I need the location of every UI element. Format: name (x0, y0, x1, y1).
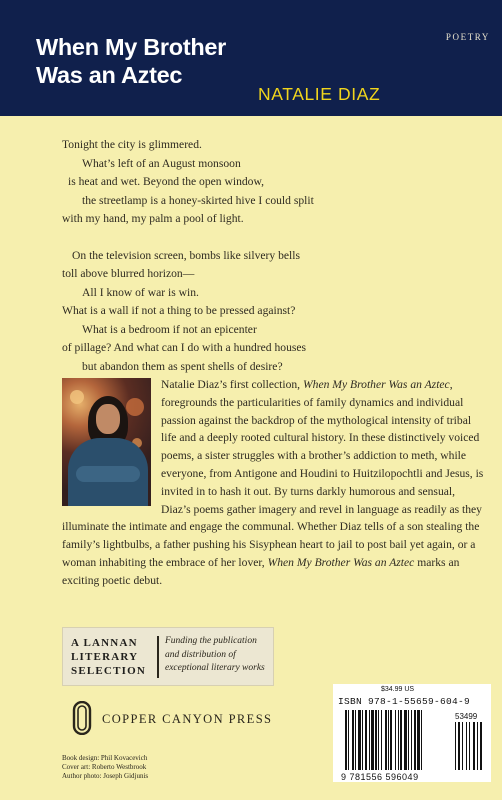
publisher-name: COPPER CANYON PRESS (102, 712, 273, 726)
genre-label: POETRY (445, 32, 490, 42)
poem-line: of pillage? And what can I do with a hundred houses (62, 341, 307, 354)
lannan-label-line: SELECTION (71, 665, 146, 677)
price-label: $34.99 US (381, 686, 415, 693)
author-name: NATALIE DIAZ (258, 84, 381, 104)
lannan-label-line: A LANNAN (71, 637, 138, 649)
publisher-logo-icon (72, 701, 92, 735)
lannan-divider (157, 636, 159, 678)
barcode-bars-icon (333, 684, 491, 782)
poem-excerpt (62, 136, 314, 376)
lannan-tagline-line: and distribution of (165, 649, 236, 660)
lannan-tagline-line: exceptional literary works (165, 663, 265, 673)
poem-line: is heat and wet. Beyond the open window, (68, 175, 264, 188)
poem-line: the streetlamp is a honey-skirted hive I could split (82, 193, 314, 207)
lannan-label (71, 636, 146, 678)
lannan-tagline (165, 635, 275, 676)
poem-line: What is a wall if not a thing to be pressed against? (62, 304, 296, 317)
poem-line: Tonight the city is glimmered. (62, 138, 202, 151)
poem-line: On the television screen, bombs like silvery bells (72, 248, 300, 262)
isbn-barcode (333, 684, 491, 782)
credit-line: Cover art: Roberto Westbrook (62, 763, 147, 772)
book-title (36, 33, 226, 89)
poem-stanza-2 (62, 247, 314, 377)
poem-line: with my hand, my palm a pool of light. (62, 212, 244, 225)
description-title-ref: When My Brother Was an Aztec (302, 378, 450, 391)
barcode-digits: 9 781556 596049 (341, 772, 419, 782)
poem-line: What’s left of an August monsoon (82, 156, 241, 170)
credit-line: Author photo: Joseph Gidjunis (62, 772, 149, 781)
poem-line: but abandon them as spent shells of desire? (82, 359, 283, 373)
book-description (62, 376, 486, 590)
description-title-ref: When My Brother Was an Aztec (267, 555, 415, 569)
poem-line: All I know of war is win. (82, 285, 199, 299)
cover-credits (62, 754, 148, 782)
poem-stanza-1 (62, 136, 314, 229)
description-text: Natalie Diaz’s first collection, (161, 378, 303, 391)
poem-line: What is a bedroom if not an epicenter (82, 322, 257, 336)
description-text: marks an exciting poetic debut. (62, 555, 460, 587)
isbn-number: ISBN 978-1-55659-604-9 (338, 696, 471, 707)
lannan-tagline-line: Funding the publication (165, 636, 257, 646)
lannan-label-line: LITERARY (71, 651, 139, 663)
cover-header (0, 0, 502, 116)
poem-line: toll above blurred horizon— (62, 267, 195, 280)
description-text: , foregrounds the particularities of family dynamics and individual passion against the backdrop of the mythological intensity of tribal life and a deeply rooted cultural history. In these distinctively voiced poems, a sister struggles with a brother’s addiction to meth, while everyone, from Antigone and Houdini to Huitzilopochtli and Jesus, is invited in to hash it out. By turns darkly humorous and sensual, Diaz’s poems gather imagery and revel in language as readily as they illuminate the intimate and engage the communal. Whether Diaz tells of a son stealing the family’s lightbulbs, a father pushing his Sisyphean heart to jail to post bail yet again, or a woman inhabiting the embrace of her lover, (62, 378, 484, 569)
book-title-line2: Was an Aztec (36, 62, 183, 88)
price-addon: 53499 (455, 712, 478, 721)
book-title-line1: When My Brother (36, 34, 227, 60)
lannan-badge (62, 627, 274, 686)
credit-line: Book design: Phil Kovacevich (62, 754, 148, 762)
